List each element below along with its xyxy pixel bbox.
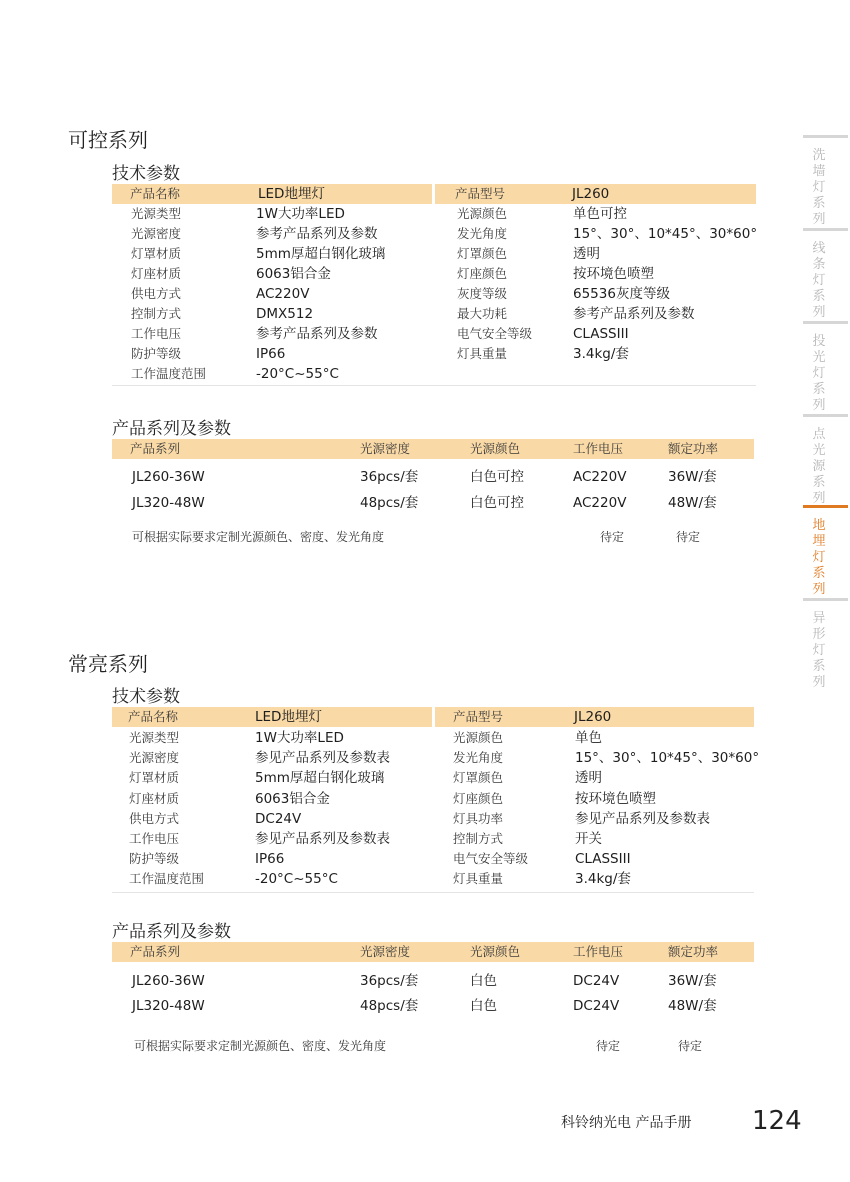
table-bottom-rule [112, 385, 756, 386]
side-tab-special[interactable] [803, 598, 848, 693]
series-cell: 36W/套 [668, 469, 717, 485]
param-value: IP66 [255, 851, 285, 868]
section1-tech-title: 技术参数 [112, 164, 180, 184]
series-header-cell: 产品系列 [130, 441, 181, 456]
section1-title: 可控系列 [68, 128, 148, 152]
param-label: 工作电压 [129, 831, 180, 846]
series-cell: JL320-48W [132, 495, 205, 511]
param-label: 灯具重量 [457, 346, 508, 361]
param-label: 工作温度范围 [129, 871, 205, 887]
note-tbd: 待定 [600, 530, 625, 544]
side-tab-label: 线条灯系列 [812, 241, 826, 320]
series-header-cell: 光源密度 [360, 944, 411, 959]
series-cell: 36pcs/套 [360, 973, 419, 989]
series-header-band [112, 439, 754, 459]
param-label: 灯罩颜色 [457, 246, 508, 261]
param-label: 灯座材质 [131, 266, 182, 281]
param-value: 参考产品系列及参数 [256, 226, 378, 242]
side-tab-inground[interactable] [803, 505, 848, 598]
series-cell: JL260-36W [132, 973, 205, 989]
custom-note: 可根据实际要求定制光源颜色、密度、发光角度 [134, 1039, 387, 1053]
series-cell: 36W/套 [668, 973, 717, 989]
param-value: 6063铝合金 [255, 790, 330, 807]
param-value: AC220V [256, 286, 310, 302]
param-label: 发光角度 [453, 750, 504, 766]
param-label: 光源类型 [131, 206, 182, 221]
param-value: 参考产品系列及参数 [573, 306, 695, 322]
param-value: 5mm厚超白钢化玻璃 [255, 770, 385, 787]
param-label: 光源密度 [131, 226, 182, 241]
param-label: 供电方式 [129, 810, 180, 826]
param-label: 工作温度范围 [131, 366, 207, 381]
param-label: 最大功耗 [457, 306, 508, 321]
note-tbd: 待定 [596, 1039, 621, 1053]
param-label: 灯罩材质 [131, 246, 182, 261]
page-number: 124 [752, 1106, 802, 1136]
param-label: 光源颜色 [453, 730, 504, 745]
param-value: 透明 [575, 770, 602, 787]
param-value: 1W大功率LED [255, 730, 344, 746]
param-label: 控制方式 [131, 306, 182, 321]
series-cell: AC220V [573, 495, 627, 511]
side-tab-linear[interactable] [803, 228, 848, 319]
param-value: 6063铝合金 [256, 266, 331, 282]
param-value: CLASSIII [573, 326, 629, 342]
series-header-cell: 工作电压 [573, 441, 624, 456]
series-cell: JL320-48W [132, 998, 205, 1014]
param-label: 工作电压 [131, 326, 182, 341]
series-cell: 36pcs/套 [360, 469, 419, 485]
table-bottom-rule [112, 892, 754, 893]
series-cell: 48pcs/套 [360, 998, 419, 1014]
series-cell: 48W/套 [668, 998, 717, 1014]
series-header-cell: 额定功率 [668, 944, 719, 959]
param-label: 灰度等级 [457, 286, 508, 301]
tech-header-value: LED地埋灯 [255, 709, 322, 725]
param-value: 参见产品系列及参数表 [255, 831, 390, 847]
series-header-cell: 光源密度 [360, 441, 411, 456]
param-label: 供电方式 [131, 286, 182, 301]
param-label: 灯具功率 [453, 810, 504, 826]
param-value: 参见产品系列及参数表 [255, 750, 390, 767]
param-label: 防护等级 [129, 851, 180, 867]
param-value: 15°、30°、10*45°、30*60° [573, 226, 758, 242]
series-cell: 48pcs/套 [360, 495, 419, 511]
side-tab-point[interactable] [803, 414, 848, 505]
param-label: 电气安全等级 [453, 851, 529, 867]
side-tab-label: 地埋灯系列 [812, 518, 826, 597]
tech-header-value: JL260 [574, 709, 612, 725]
param-label: 发光角度 [457, 226, 508, 241]
param-value: 1W大功率LED [256, 206, 345, 222]
section2-series-title: 产品系列及参数 [112, 922, 231, 942]
note-tbd: 待定 [678, 1039, 703, 1053]
param-label: 灯座颜色 [457, 266, 508, 281]
tech-header-label: 产品名称 [128, 709, 179, 724]
series-cell: 白色 [470, 998, 497, 1014]
param-value: IP66 [256, 346, 286, 362]
footer-brand: 科铃纳光电 产品手册 [561, 1115, 692, 1131]
table-divider [432, 204, 435, 384]
side-tab-label: 洗墙灯系列 [812, 148, 826, 227]
param-value: 单色 [575, 730, 602, 746]
side-tab-wall-washer[interactable] [803, 135, 848, 226]
param-value: 15°、30°、10*45°、30*60° [575, 750, 760, 767]
side-tab-label: 异形灯系列 [812, 611, 826, 690]
tech-header-label: 产品名称 [130, 186, 181, 201]
series-cell: 白色 [470, 973, 497, 989]
table-divider [432, 727, 435, 891]
param-value: 3.4kg/套 [573, 346, 629, 362]
param-label: 防护等级 [131, 346, 182, 361]
note-tbd: 待定 [676, 530, 701, 544]
series-header-cell: 光源颜色 [470, 441, 521, 456]
tech-header-value: LED地埋灯 [258, 186, 325, 202]
param-value: 参考产品系列及参数 [256, 326, 378, 342]
series-cell: 白色可控 [470, 495, 524, 511]
tech-header-label: 产品型号 [453, 709, 504, 724]
section2-title: 常亮系列 [68, 652, 148, 676]
param-value: -20°C~55°C [255, 871, 338, 888]
param-label: 电气安全等级 [457, 326, 533, 341]
section1-series-title: 产品系列及参数 [112, 419, 231, 439]
param-value: 65536灰度等级 [573, 286, 670, 302]
param-value: 3.4kg/套 [575, 871, 631, 888]
side-tab-flood[interactable] [803, 321, 848, 412]
tech-header-value: JL260 [572, 186, 610, 202]
param-value: 透明 [573, 246, 600, 262]
series-header-cell: 工作电压 [573, 944, 624, 959]
param-label: 灯罩材质 [129, 770, 180, 786]
param-value: 按环境色喷塑 [573, 266, 654, 282]
param-label: 灯罩颜色 [453, 770, 504, 786]
param-label: 光源类型 [129, 730, 180, 745]
param-value: 5mm厚超白钢化玻璃 [256, 246, 386, 262]
param-value: 开关 [575, 831, 602, 847]
param-value: -20°C~55°C [256, 366, 339, 382]
series-cell: AC220V [573, 469, 627, 485]
custom-note: 可根据实际要求定制光源颜色、密度、发光角度 [132, 530, 385, 544]
param-label: 灯具重量 [453, 871, 504, 887]
tech-header-label: 产品型号 [455, 186, 506, 201]
param-value: CLASSIII [575, 851, 631, 868]
series-cell: 白色可控 [470, 469, 524, 485]
param-label: 灯座材质 [129, 790, 180, 806]
param-value: DC24V [255, 810, 302, 827]
series-header-cell: 光源颜色 [470, 944, 521, 959]
series-header-cell: 产品系列 [130, 944, 181, 959]
side-tab-label: 点光源系列 [812, 427, 826, 506]
param-value: 参见产品系列及参数表 [575, 810, 710, 827]
param-value: 单色可控 [573, 206, 627, 222]
param-label: 灯座颜色 [453, 790, 504, 806]
param-label: 光源密度 [129, 750, 180, 766]
param-label: 控制方式 [453, 831, 504, 846]
series-header-cell: 额定功率 [668, 441, 719, 456]
param-label: 光源颜色 [457, 206, 508, 221]
series-cell: JL260-36W [132, 469, 205, 485]
series-cell: DC24V [573, 973, 620, 989]
param-value: DMX512 [256, 306, 314, 322]
series-cell: DC24V [573, 998, 620, 1014]
series-cell: 48W/套 [668, 495, 717, 511]
side-tab-label: 投光灯系列 [812, 334, 826, 413]
series-header-band [112, 942, 754, 962]
param-value: 按环境色喷塑 [575, 790, 656, 807]
section2-tech-title: 技术参数 [112, 687, 180, 707]
